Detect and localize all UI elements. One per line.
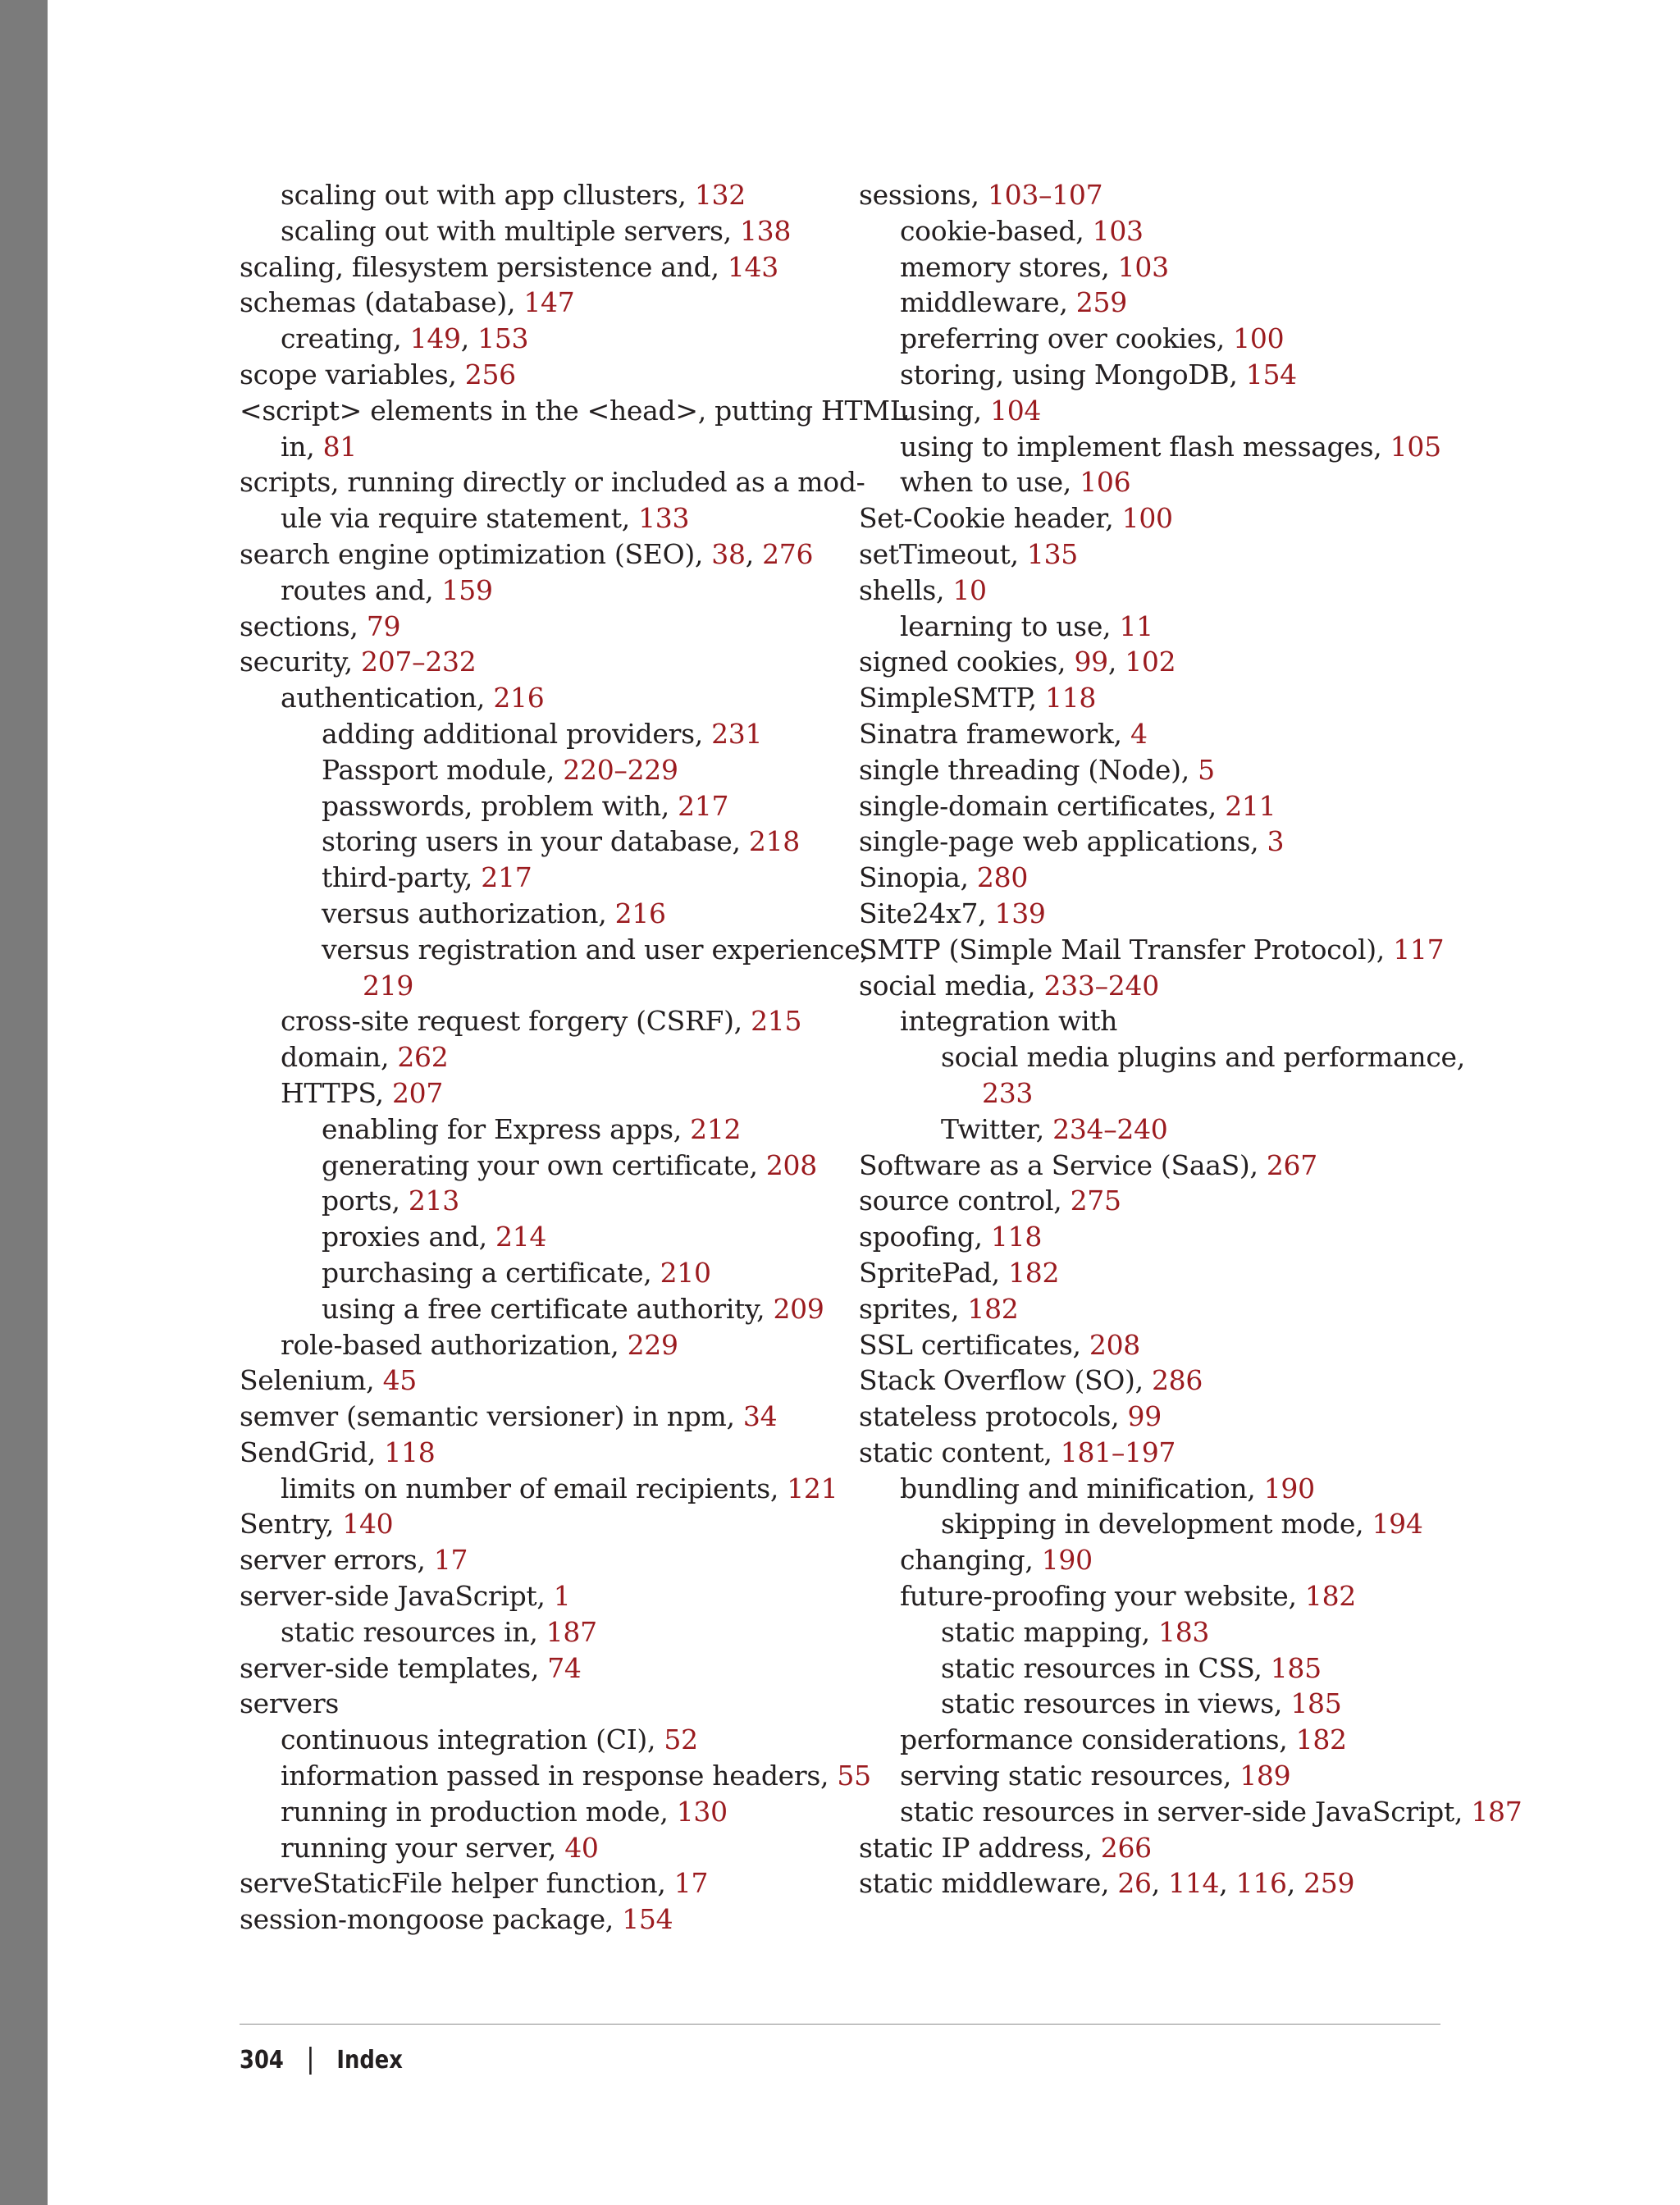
page-reference-link[interactable]: 133 — [638, 502, 690, 535]
index-term: servers — [240, 1687, 340, 1720]
index-term: Passport module, — [322, 753, 564, 786]
index-entry — [859, 1255, 1466, 1291]
page-reference-link[interactable]: 40 — [564, 1831, 599, 1864]
index-term: integration with — [900, 1005, 1118, 1038]
index-term: information passed in response headers, — [281, 1760, 838, 1792]
index-entry — [859, 788, 1466, 824]
index-term: preferring over cookies, — [900, 322, 1234, 355]
index-entry — [240, 680, 838, 716]
page-reference-link[interactable]: 154 — [622, 1903, 673, 1936]
index-term: using, — [900, 394, 991, 427]
index-term: single-domain certificates, — [859, 789, 1226, 822]
page-reference-link[interactable]: 209 — [773, 1292, 824, 1325]
index-entry — [240, 609, 838, 645]
index-term: SendGrid, — [240, 1436, 385, 1468]
index-entry — [240, 1399, 838, 1435]
index-entry — [859, 1758, 1466, 1794]
index-term: Selenium, — [240, 1364, 383, 1397]
page-reference-link[interactable]: 208 — [765, 1148, 817, 1181]
page-reference-link[interactable]: 190 — [1041, 1544, 1093, 1577]
page-reference-link[interactable]: 100 — [1121, 502, 1173, 535]
index-entry — [859, 1112, 1466, 1148]
index-term: scope variables, — [240, 358, 465, 390]
index-term: generating your own certificate, — [322, 1148, 766, 1181]
page-reference-link[interactable]: 130 — [676, 1795, 728, 1828]
page-reference-link[interactable]: 216 — [493, 682, 545, 714]
page-reference-link[interactable]: 55 — [837, 1760, 871, 1792]
index-term: signed cookies, — [859, 646, 1075, 678]
index-term: server-side JavaScript, — [240, 1580, 554, 1613]
index-term: server-side templates, — [240, 1651, 548, 1684]
index-term: scaling out with multiple servers, — [281, 214, 740, 247]
index-entry — [240, 573, 838, 609]
index-term: static IP address, — [859, 1831, 1101, 1864]
index-term: social media plugins and performance, — [941, 1041, 1465, 1074]
page-reference-link[interactable]: 185 — [1290, 1687, 1342, 1720]
index-entry — [859, 1183, 1466, 1219]
page-reference-link[interactable]: 103–107 — [987, 179, 1103, 211]
index-term: using a free certificate authority, — [322, 1292, 774, 1325]
index-entry — [859, 1399, 1466, 1435]
page-reference-link[interactable]: 105 — [1390, 430, 1441, 463]
index-entry — [859, 393, 1466, 429]
index-entry — [240, 393, 908, 429]
page-reference-link[interactable]: 103 — [1092, 214, 1144, 247]
index-entry — [859, 752, 1466, 788]
page-reference-link[interactable]: 262 — [397, 1041, 449, 1074]
index-term: static mapping, — [941, 1615, 1158, 1648]
index-entry — [859, 285, 1466, 321]
page-reference-link[interactable]: 217 — [678, 789, 729, 822]
index-entry — [859, 429, 1466, 465]
index-entry — [240, 1901, 838, 1938]
page-reference-link[interactable]: 207 — [391, 1076, 444, 1109]
index-entry — [859, 896, 1466, 932]
page-reference-link[interactable]: 114 — [1168, 1867, 1220, 1900]
index-entry — [859, 609, 1466, 645]
page-reference-link[interactable]: 99 — [1074, 646, 1108, 678]
page-reference-link[interactable]: 256 — [464, 358, 516, 390]
page-reference-link[interactable]: 233 — [982, 1076, 1034, 1109]
page-reference-link[interactable]: 182 — [1295, 1723, 1347, 1756]
page-reference-link[interactable]: 182 — [967, 1292, 1019, 1325]
page-reference-link[interactable]: 218 — [748, 825, 800, 858]
page-reference-link[interactable]: 275 — [1070, 1185, 1121, 1217]
page-reference-link[interactable]: 216 — [614, 897, 666, 929]
index-term: serveStaticFile helper function, — [240, 1867, 674, 1900]
index-entry — [859, 500, 1466, 536]
page-reference-link[interactable]: 259 — [1075, 286, 1127, 319]
index-entry — [240, 1865, 838, 1901]
index-entry — [859, 1291, 1466, 1327]
index-entry — [240, 860, 838, 896]
index-term: Sinopia, — [859, 861, 977, 894]
index-term: scaling, filesystem persistence and, — [240, 250, 728, 283]
page-reference-link[interactable]: 211 — [1225, 789, 1276, 822]
index-entry — [859, 249, 1466, 285]
index-entry — [240, 1830, 838, 1866]
index-entry — [859, 464, 1466, 500]
page-reference-link[interactable]: 118 — [1044, 682, 1097, 714]
index-term: scaling out with app cllusters, — [281, 179, 695, 211]
page-reference-link[interactable]: 215 — [751, 1005, 802, 1038]
page-reference-link[interactable]: 147 — [523, 286, 575, 319]
index-term: ports, — [322, 1185, 409, 1217]
index-entry — [240, 249, 838, 285]
index-term: continuous integration (CI), — [281, 1723, 664, 1756]
index-term: spoofing, — [859, 1221, 991, 1253]
index-term: passwords, problem with, — [322, 789, 678, 822]
page-reference-link[interactable]: 106 — [1080, 466, 1131, 499]
index-entry — [859, 1471, 1466, 1507]
index-term: Software as a Service (SaaS), — [859, 1148, 1267, 1181]
index-entry — [240, 1219, 838, 1255]
index-entry — [240, 1686, 838, 1722]
page-reference-link[interactable]: 183 — [1158, 1615, 1210, 1648]
index-term: authentication, — [281, 682, 494, 714]
index-entry — [859, 1722, 1466, 1758]
index-entry — [240, 752, 838, 788]
index-term: Set-Cookie header, — [859, 502, 1122, 535]
page-reference-link[interactable]: 286 — [1151, 1364, 1203, 1397]
index-entry — [240, 1148, 838, 1184]
index-entry — [859, 680, 1466, 716]
index-term: versus authorization, — [322, 897, 615, 929]
index-term: semver (semantic versioner) in npm, — [240, 1400, 743, 1433]
index-term: sprites, — [859, 1292, 968, 1325]
index-entry: static middleware, 26, 114, 116, 259 — [859, 1867, 1355, 1900]
index-term: enabling for Express apps, — [322, 1112, 691, 1145]
page-reference-link[interactable]: 102 — [1125, 646, 1176, 678]
index-term: Site24x7, — [859, 897, 995, 929]
index-term: third-party, — [322, 861, 482, 894]
index-term: static resources in CSS, — [941, 1651, 1271, 1684]
index-entry — [859, 1614, 1466, 1650]
index-entry — [240, 896, 838, 932]
index-entry — [240, 1578, 838, 1614]
index-term: search engine optimization (SEO), — [240, 537, 712, 570]
page-reference-link[interactable]: 276 — [762, 537, 814, 570]
page-number: 304 — [240, 2046, 284, 2075]
page-reference-link[interactable]: 159 — [441, 573, 493, 606]
page-reference-link[interactable]: 3 — [1267, 825, 1285, 858]
index-term: adding additional providers, — [322, 717, 712, 750]
page-reference-link[interactable]: 143 — [727, 250, 778, 283]
index-entry: creating, 149, 153 — [281, 322, 529, 355]
page-reference-link[interactable]: 138 — [739, 214, 792, 247]
index-entry — [859, 932, 1466, 968]
page-reference-link[interactable]: 234–240 — [1052, 1112, 1168, 1145]
page-reference-link[interactable]: 185 — [1270, 1651, 1322, 1684]
page-reference-link[interactable]: 190 — [1263, 1472, 1315, 1504]
index-term: creating, — [281, 322, 410, 355]
page-reference-link[interactable]: 140 — [342, 1508, 394, 1541]
index-entry — [859, 1363, 1466, 1399]
footer-divider — [240, 2024, 1440, 2025]
index-term: sessions, — [859, 179, 988, 211]
index-entry — [859, 860, 1466, 896]
index-entry — [240, 500, 838, 536]
index-entry — [240, 1471, 838, 1507]
page-reference-link[interactable]: 229 — [627, 1328, 678, 1361]
index-entry — [859, 968, 1466, 1004]
page-reference-link[interactable]: 100 — [1233, 322, 1285, 355]
index-entry — [240, 788, 838, 824]
page-reference-link[interactable]: 79 — [366, 609, 401, 642]
index-entry — [859, 213, 1466, 249]
page-reference-link[interactable]: 52 — [664, 1723, 698, 1756]
index-entry — [859, 1542, 1466, 1578]
page-reference-link[interactable]: 139 — [994, 897, 1046, 929]
index-entry — [240, 1614, 838, 1650]
page-reference-link[interactable]: 118 — [990, 1221, 1043, 1253]
page-reference-link[interactable]: 210 — [660, 1256, 711, 1289]
index-entry — [240, 1255, 838, 1291]
index-entry: search engine optimization (SEO), 38, 276 — [240, 537, 814, 570]
index-term: <script> elements in the <head>, putting HTML — [240, 394, 908, 427]
page-reference-link[interactable]: 117 — [1393, 933, 1445, 966]
index-entry — [240, 1758, 871, 1794]
page-reference-link[interactable]: 231 — [711, 717, 763, 750]
page-reference-link[interactable]: 259 — [1303, 1867, 1355, 1900]
index-term: serving static resources, — [900, 1760, 1240, 1792]
index-term: schemas (database), — [240, 286, 524, 319]
page-reference-link[interactable]: 5 — [1198, 753, 1215, 786]
index-term: source control, — [859, 1185, 1071, 1217]
index-entry — [859, 824, 1466, 860]
page-reference-link[interactable]: 1 — [553, 1580, 571, 1613]
index-entry — [859, 357, 1466, 393]
index-entry — [859, 1039, 1466, 1075]
page-reference-link[interactable]: 182 — [1008, 1256, 1060, 1289]
index-term: sections, — [240, 609, 367, 642]
index-entry — [240, 644, 838, 680]
index-term: session-mongoose package, — [240, 1903, 623, 1936]
page-reference-link[interactable]: 194 — [1372, 1508, 1423, 1541]
index-term: Sinatra framework, — [859, 717, 1130, 750]
index-entry — [240, 1112, 838, 1148]
index-term: routes and, — [281, 573, 442, 606]
index-entry — [859, 1578, 1466, 1614]
index-term: SimpleSMTP, — [859, 682, 1045, 714]
page-reference-link[interactable]: 208 — [1089, 1328, 1140, 1361]
page-reference-link[interactable]: 103 — [1117, 250, 1169, 283]
page-reference-link[interactable]: 121 — [787, 1472, 838, 1504]
index-term: SpritePad, — [859, 1256, 1009, 1289]
page-reference-link[interactable]: 45 — [382, 1364, 417, 1397]
index-term: in, — [281, 430, 323, 463]
index-term: skipping in development mode, — [941, 1508, 1372, 1541]
index-entry — [240, 1183, 838, 1219]
index-term: memory stores, — [900, 250, 1118, 283]
index-term: setTimeout, — [859, 537, 1027, 570]
index-term: scripts, running directly or included as a mod- — [240, 466, 865, 499]
index-entry — [240, 357, 838, 393]
page-reference-link[interactable]: 212 — [690, 1112, 742, 1145]
index-entry — [859, 1506, 1466, 1542]
page-reference-link[interactable]: 116 — [1235, 1867, 1287, 1900]
index-term: changing, — [900, 1544, 1042, 1577]
index-term: storing users in your database, — [322, 825, 749, 858]
section-title: Index — [336, 2046, 403, 2075]
index-term: limits on number of email recipients, — [281, 1472, 788, 1504]
index-entry — [859, 1327, 1466, 1363]
index-term: running in production mode, — [281, 1795, 677, 1828]
index-term: static resources in views, — [941, 1687, 1291, 1720]
footer-separator — [309, 2047, 312, 2075]
index-term: static middleware, — [859, 1867, 1118, 1900]
index-entry — [240, 285, 838, 321]
index-entry — [240, 1650, 838, 1687]
index-entry — [859, 1435, 1466, 1471]
index-entry — [859, 1003, 1466, 1039]
index-entry — [240, 1363, 838, 1399]
index-entry — [240, 1039, 838, 1075]
index-term: role-based authorization, — [281, 1328, 628, 1361]
page-reference-link[interactable]: 11 — [1119, 609, 1153, 642]
index-term: learning to use, — [900, 609, 1120, 642]
page-reference-link[interactable]: 280 — [976, 861, 1029, 894]
index-term: proxies and, — [322, 1221, 496, 1253]
index-entry — [859, 1219, 1466, 1255]
page-reference-link[interactable]: 233–240 — [1043, 969, 1159, 1002]
page-reference-link[interactable]: 189 — [1239, 1760, 1291, 1792]
index-entry — [859, 1148, 1466, 1184]
index-entry: signed cookies, 99, 102 — [859, 646, 1176, 678]
page-reference-link[interactable]: 153 — [477, 322, 529, 355]
index-entry — [859, 177, 1466, 213]
index-term: server errors, — [240, 1544, 434, 1577]
index-term: HTTPS, — [281, 1076, 392, 1109]
index-entry — [240, 464, 865, 500]
index-term: performance considerations, — [900, 1723, 1296, 1756]
page-reference-link[interactable]: 182 — [1304, 1580, 1356, 1613]
page-reference-link[interactable]: 135 — [1026, 537, 1078, 570]
index-entry — [240, 177, 838, 213]
index-entry — [859, 1650, 1466, 1687]
page-reference-link[interactable]: 267 — [1266, 1148, 1317, 1181]
index-entry — [859, 536, 1466, 573]
index-term: using to implement flash messages, — [900, 430, 1390, 463]
index-entry — [859, 1830, 1466, 1866]
page-reference-link[interactable]: 38 — [711, 537, 746, 570]
index-term: cookie-based, — [900, 214, 1093, 247]
page-reference-link[interactable]: 104 — [990, 394, 1042, 427]
page-reference-link[interactable]: 154 — [1245, 358, 1297, 390]
index-term: ule via require statement, — [281, 502, 639, 535]
index-term: SMTP (Simple Mail Transfer Protocol), — [859, 933, 1394, 966]
index-entry — [240, 1327, 838, 1363]
page-reference-link[interactable]: 214 — [495, 1221, 547, 1253]
page-reference-link[interactable]: 219 — [363, 969, 414, 1002]
index-entry — [240, 824, 838, 860]
page-reference-link[interactable]: 81 — [322, 430, 357, 463]
index-term: purchasing a certificate, — [322, 1256, 660, 1289]
index-entry — [240, 1794, 838, 1830]
page-reference-link[interactable]: 118 — [384, 1436, 436, 1468]
index-term: storing, using MongoDB, — [900, 358, 1246, 390]
index-term: single-page web applications, — [859, 825, 1267, 858]
index-entry — [240, 932, 869, 968]
page-reference-link[interactable]: 187 — [1471, 1795, 1522, 1828]
index-entry — [859, 1686, 1466, 1722]
page-reference-link[interactable]: 217 — [481, 861, 532, 894]
index-entry — [240, 429, 838, 465]
index-term: static resources in server-side JavaScript, — [900, 1795, 1472, 1828]
index-entry — [240, 1075, 838, 1112]
page-reference-link[interactable]: 213 — [408, 1185, 459, 1217]
index-entry — [859, 1794, 1522, 1830]
index-term: security, — [240, 646, 362, 678]
index-term: static resources in, — [281, 1615, 546, 1648]
page-reference-link[interactable]: 26 — [1117, 1867, 1152, 1900]
page-reference-link[interactable]: 10 — [952, 573, 987, 606]
page-reference-link[interactable]: 207–232 — [361, 646, 477, 678]
page-reference-link[interactable]: 187 — [546, 1615, 597, 1648]
index-term: when to use, — [900, 466, 1080, 499]
index-term: bundling and minification, — [900, 1472, 1264, 1504]
index-entry — [240, 1506, 838, 1542]
index-term: Stack Overflow (SO), — [859, 1364, 1152, 1397]
index-term: shells, — [859, 573, 953, 606]
page-reference-link[interactable]: 17 — [433, 1544, 468, 1577]
index-term: static content, — [859, 1436, 1061, 1468]
index-column-right — [859, 177, 1522, 1901]
page-reference-link[interactable]: 17 — [673, 1867, 709, 1900]
page-reference-link[interactable]: 220–229 — [563, 753, 678, 786]
index-term: running your server, — [281, 1831, 565, 1864]
index-entry — [240, 1003, 838, 1039]
page-reference-link[interactable]: 266 — [1100, 1831, 1152, 1864]
index-term: stateless protocols, — [859, 1400, 1128, 1433]
index-term: cross-site request forgery (CSRF), — [281, 1005, 751, 1038]
page-footer — [240, 2046, 403, 2075]
page-spine-shadow — [0, 0, 48, 2205]
index-term: Sentry, — [240, 1508, 343, 1541]
index-entry — [240, 1435, 838, 1471]
index-term: social media, — [859, 969, 1044, 1002]
page-reference-link[interactable]: 34 — [742, 1400, 778, 1433]
index-term: middleware, — [900, 286, 1076, 319]
index-entry — [240, 968, 838, 1004]
index-entry — [240, 1291, 838, 1327]
index-entry — [859, 573, 1466, 609]
index-term: Twitter, — [941, 1112, 1053, 1145]
index-entry — [240, 1722, 838, 1758]
index-term: domain, — [281, 1041, 398, 1074]
index-entry — [240, 716, 838, 752]
page-reference-link[interactable]: 132 — [694, 179, 746, 211]
index-entry — [859, 321, 1466, 357]
index-entry — [240, 213, 838, 249]
page-reference-link[interactable]: 99 — [1127, 1400, 1162, 1433]
index-term: versus registration and user experience, — [322, 933, 869, 966]
page-reference-link[interactable]: 74 — [547, 1651, 582, 1684]
index-term: future-proofing your website, — [900, 1580, 1305, 1613]
page-reference-link[interactable]: 4 — [1130, 717, 1148, 750]
index-entry — [240, 1542, 838, 1578]
index-term: SSL certificates, — [859, 1328, 1089, 1361]
page-reference-link[interactable]: 149 — [409, 322, 461, 355]
index-term: single threading (Node), — [859, 753, 1198, 786]
index-entry — [859, 716, 1466, 752]
page-reference-link[interactable]: 181–197 — [1060, 1436, 1176, 1468]
index-entry — [859, 1075, 1466, 1112]
